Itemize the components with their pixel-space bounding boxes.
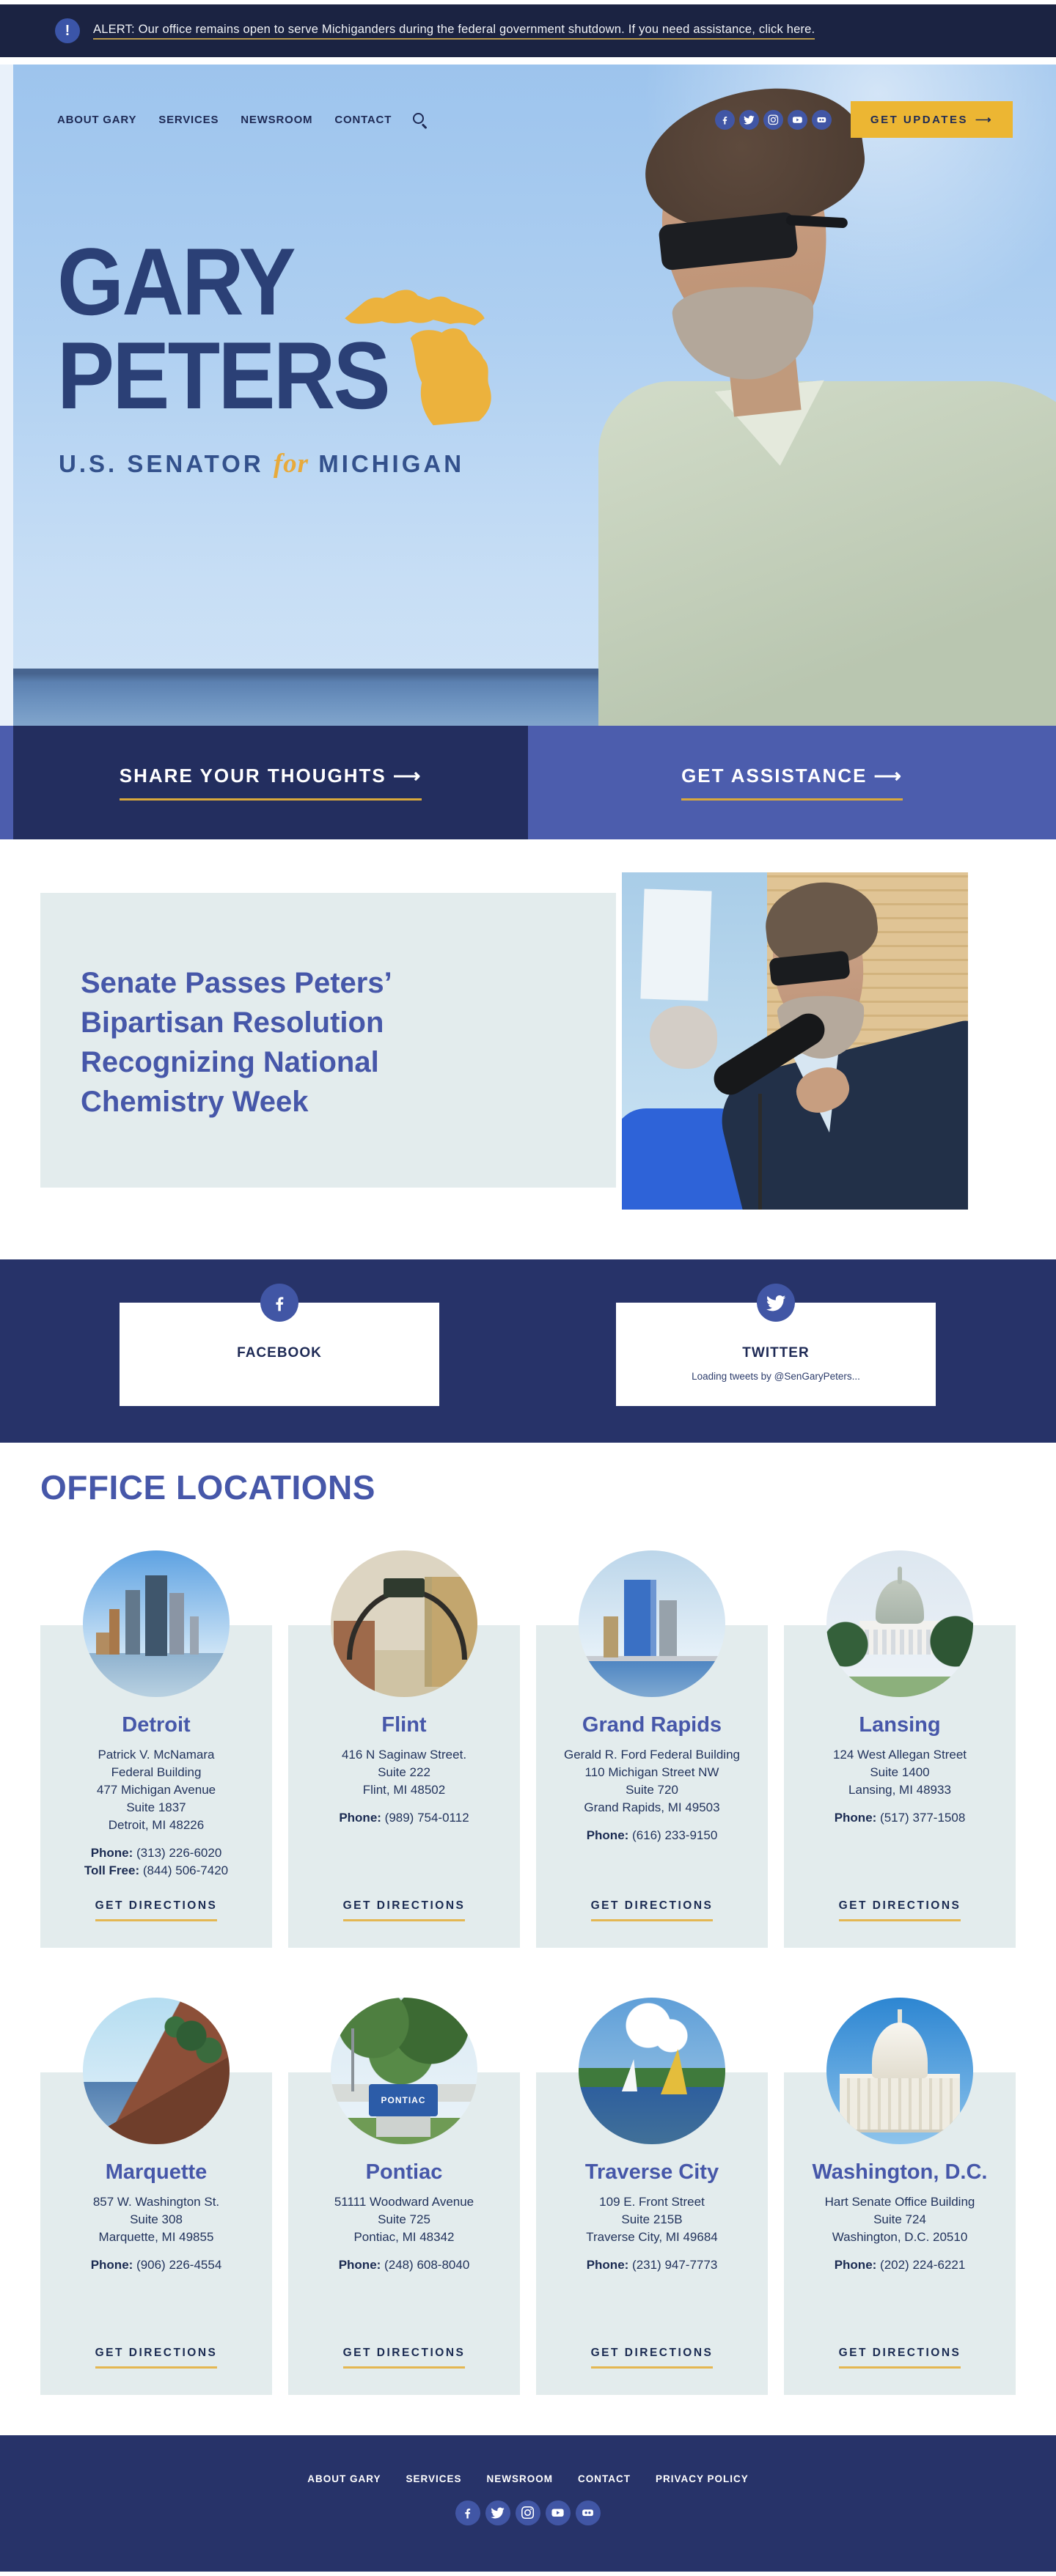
office-phones [339, 2256, 470, 2274]
office-phone-row: Phone: (202) 224-6221 [834, 2258, 966, 2272]
twitter-icon[interactable] [757, 1284, 795, 1322]
phone-label: Phone: [586, 1828, 629, 1842]
phone-label: Phone: [90, 2258, 133, 2272]
instagram-icon[interactable] [516, 2500, 540, 2525]
news-panel [40, 893, 616, 1188]
news-photo [622, 872, 968, 1210]
office-address-line: Traverse City, MI 49684 [586, 2230, 718, 2244]
office-phone-row: Phone: (616) 233-9150 [586, 1828, 718, 1842]
get-directions-link[interactable]: GET DIRECTIONS [839, 2347, 961, 2369]
office-name: Detroit [122, 1713, 191, 1737]
twitter-icon[interactable] [485, 2500, 510, 2525]
news-headline-link[interactable]: Senate Passes Peters’ Bipartisan Resolution Recognizing National Chemistry Week [81, 967, 391, 1118]
alert-bar [0, 4, 1056, 57]
instagram-icon[interactable] [763, 110, 783, 130]
twitter-card [616, 1303, 936, 1406]
phone-label: Phone: [338, 2258, 381, 2272]
office-address-line: Detroit, MI 48226 [108, 1818, 205, 1832]
office-phone-row: Phone: (231) 947-7773 [586, 2258, 718, 2272]
get-updates-label: GET UPDATES [870, 113, 968, 126]
tagline-left: U.S. SENATOR [59, 450, 264, 477]
office-address-line: Pontiac, MI 48342 [353, 2230, 455, 2244]
office-address-line: 109 E. Front Street [599, 2195, 705, 2209]
office-name: Traverse City [584, 2160, 719, 2184]
office-phone-row: Phone: (989) 754-0112 [339, 1811, 469, 1825]
twitter-card-label[interactable]: TWITTER [742, 1345, 810, 1361]
office-name: Marquette [105, 2160, 208, 2184]
office-address-line: 124 West Allegan Street [832, 1748, 967, 1762]
hero-section [0, 65, 1056, 726]
social-band [0, 1259, 1056, 1443]
office-address-line: Suite 308 [130, 2212, 183, 2226]
office-phone-row: Phone: (313) 226-6020 [90, 1846, 222, 1860]
footer-link-privacy-policy[interactable]: PRIVACY POLICY [656, 2473, 749, 2484]
office-photo-grand-rapids [579, 1550, 725, 1697]
office-address-line: Flint, MI 48502 [362, 1783, 446, 1797]
get-directions-link[interactable]: GET DIRECTIONS [591, 2347, 714, 2369]
senator-beard [670, 279, 820, 386]
nav-link-about-gary[interactable]: ABOUT GARY [57, 113, 137, 126]
office-name: Pontiac [365, 2160, 443, 2184]
office-address-line: 416 N Saginaw Street. [341, 1748, 467, 1762]
office-locations-section [0, 1443, 1056, 2435]
footer-link-services[interactable]: SERVICES [406, 2473, 462, 2484]
office-address-line: Gerald R. Ford Federal Building [563, 1748, 740, 1762]
office-address-line: Federal Building [111, 1765, 202, 1779]
nav-right [715, 101, 1013, 138]
mic-stand [758, 1094, 762, 1210]
get-assistance-button[interactable] [528, 726, 1056, 839]
logo-name [57, 228, 389, 429]
nav-link-contact[interactable]: CONTACT [334, 113, 392, 126]
office-phone-row: Phone: (906) 226-4554 [90, 2258, 222, 2272]
office-photo-marquette [83, 1998, 230, 2144]
office-address-line: 51111 Woodward Avenue [334, 2195, 474, 2209]
bystander-hair [650, 1006, 717, 1069]
office-address-line: 110 Michigan Street NW [584, 1765, 719, 1779]
share-label: SHARE YOUR THOUGHTS [119, 765, 386, 787]
youtube-icon[interactable] [546, 2500, 571, 2525]
search-icon[interactable] [412, 112, 427, 127]
office-address-line: Suite 725 [378, 2212, 430, 2226]
flickr-icon[interactable] [576, 2500, 601, 2525]
logo-tagline [59, 448, 464, 479]
youtube-icon[interactable] [788, 110, 807, 130]
nav-link-newsroom[interactable]: NEWSROOM [241, 113, 313, 126]
logo-first-name: GARY [57, 228, 294, 335]
office-card-washington-d-c [784, 1998, 1016, 2395]
office-phones [587, 2256, 718, 2274]
office-address-line: Patrick V. McNamara [98, 1748, 215, 1762]
office-address-line: Washington, D.C. 20510 [832, 2230, 968, 2244]
office-address-line: Suite 720 [626, 1783, 678, 1797]
office-card-detroit [40, 1550, 272, 1948]
get-directions-link[interactable]: GET DIRECTIONS [839, 1899, 961, 1921]
share-your-thoughts-button[interactable] [13, 726, 528, 839]
footer-link-newsroom[interactable]: NEWSROOM [486, 2473, 553, 2484]
phone-label: Phone: [90, 1846, 133, 1860]
get-directions-link[interactable]: GET DIRECTIONS [95, 1899, 218, 1921]
office-address [586, 2193, 718, 2246]
phone-label: Phone: [339, 1811, 381, 1825]
office-address [833, 1746, 967, 1799]
office-name: Washington, D.C. [812, 2160, 988, 2184]
office-grid [40, 1550, 1016, 2395]
office-phone-row: Phone: (248) 608-8040 [338, 2258, 470, 2272]
phone-label: Toll Free: [84, 1863, 140, 1877]
background-paper [640, 888, 711, 1001]
phone-label: Phone: [586, 2258, 629, 2272]
office-phone-row: Toll Free: (844) 506-7420 [84, 1863, 229, 1877]
office-phones [91, 2256, 222, 2274]
office-card-grand-rapids [536, 1550, 768, 1948]
facebook-card [120, 1303, 439, 1406]
flickr-icon[interactable] [812, 110, 832, 130]
office-photo-washington-dc [826, 1998, 973, 2144]
get-directions-link[interactable]: GET DIRECTIONS [95, 2347, 218, 2369]
phone-label: Phone: [834, 2258, 877, 2272]
footer [0, 2435, 1056, 2572]
office-address-line: Suite 1837 [126, 1800, 186, 1814]
office-address-line: Suite 215B [621, 2212, 683, 2226]
facebook-icon[interactable] [455, 2500, 480, 2525]
office-name: Flint [381, 1713, 427, 1737]
office-photo-lansing [826, 1550, 973, 1697]
office-address [97, 1746, 216, 1834]
footer-link-about-gary[interactable]: ABOUT GARY [307, 2473, 381, 2484]
office-photo-detroit [83, 1550, 230, 1697]
senator-shirt [598, 381, 1056, 726]
office-phones [835, 1809, 966, 1827]
pontiac-sign-text: PONTIAC [369, 2084, 438, 2116]
office-address [564, 1746, 740, 1817]
office-card-pontiac [288, 1998, 520, 2395]
facebook-icon[interactable] [715, 110, 735, 130]
office-address [93, 2193, 219, 2246]
office-phone-row: Phone: (517) 377-1508 [834, 1811, 966, 1825]
office-address-line: Marquette, MI 49855 [98, 2230, 214, 2244]
footer-links [307, 2473, 749, 2484]
office-phones [339, 1809, 469, 1827]
office-name: Grand Rapids [582, 1713, 722, 1737]
office-address-line: 857 W. Washington St. [92, 2195, 220, 2209]
logo-last-name: PETERS [57, 322, 389, 429]
tagline-right: MICHIGAN [318, 450, 465, 477]
office-locations-heading: OFFICE LOCATIONS [40, 1468, 375, 1506]
office-address [334, 2193, 474, 2246]
office-address-line: Grand Rapids, MI 49503 [584, 1800, 720, 1814]
twitter-icon[interactable] [739, 110, 759, 130]
assist-label: GET ASSISTANCE [681, 765, 868, 787]
office-address-line: Hart Senate Office Building [824, 2195, 975, 2209]
office-address-line: Suite 1400 [870, 1765, 930, 1779]
hero-photo [13, 65, 1056, 726]
office-phones [587, 1827, 718, 1844]
phone-label: Phone: [834, 1811, 877, 1825]
office-photo-pontiac [331, 1998, 477, 2144]
office-address [342, 1746, 466, 1799]
office-name: Lansing [859, 1713, 941, 1737]
office-address-line: Suite 724 [873, 2212, 926, 2226]
office-address-line: Lansing, MI 48933 [848, 1783, 951, 1797]
office-card-traverse-city [536, 1998, 768, 2395]
office-phones [84, 1844, 228, 1880]
office-card-marquette [40, 1998, 272, 2395]
office-photo-traverse-city [579, 1998, 725, 2144]
get-directions-link[interactable]: GET DIRECTIONS [591, 1899, 714, 1921]
office-photo-flint [331, 1550, 477, 1697]
arrow-right-icon: ⟶ [975, 114, 993, 126]
nav-links [57, 114, 392, 126]
office-card-flint [288, 1550, 520, 1948]
tweets-loading-status: Loading tweets by @SenGaryPeters... [692, 1371, 860, 1382]
michigan-state-icon [341, 273, 514, 430]
get-updates-button[interactable] [851, 101, 1013, 138]
get-directions-link[interactable]: GET DIRECTIONS [343, 1899, 466, 1921]
cta-row [0, 726, 1056, 839]
office-address-line: Suite 222 [378, 1765, 430, 1779]
facebook-icon[interactable] [260, 1284, 298, 1322]
office-card-lansing [784, 1550, 1016, 1948]
get-directions-link[interactable]: GET DIRECTIONS [343, 2347, 466, 2369]
alert-link[interactable]: ALERT: Our office remains open to serve Michiganders during the federal government shutdown. If you need assistance, click here. [93, 23, 815, 40]
nav-link-services[interactable]: SERVICES [158, 113, 219, 126]
office-address [825, 2193, 975, 2246]
nav-social-icons [715, 110, 832, 130]
arrow-right-icon: ⟶ [392, 765, 422, 787]
footer-social-icons [455, 2500, 601, 2525]
news-section [0, 839, 1056, 1259]
arrow-right-icon: ⟶ [873, 765, 903, 787]
facebook-card-label[interactable]: FACEBOOK [237, 1345, 322, 1361]
office-phones [835, 2256, 966, 2274]
main-nav [57, 101, 1013, 138]
tagline-for: for [273, 449, 309, 479]
footer-link-contact[interactable]: CONTACT [578, 2473, 631, 2484]
alert-exclamation-icon [55, 18, 80, 43]
office-address-line: 477 Michigan Avenue [96, 1783, 216, 1797]
